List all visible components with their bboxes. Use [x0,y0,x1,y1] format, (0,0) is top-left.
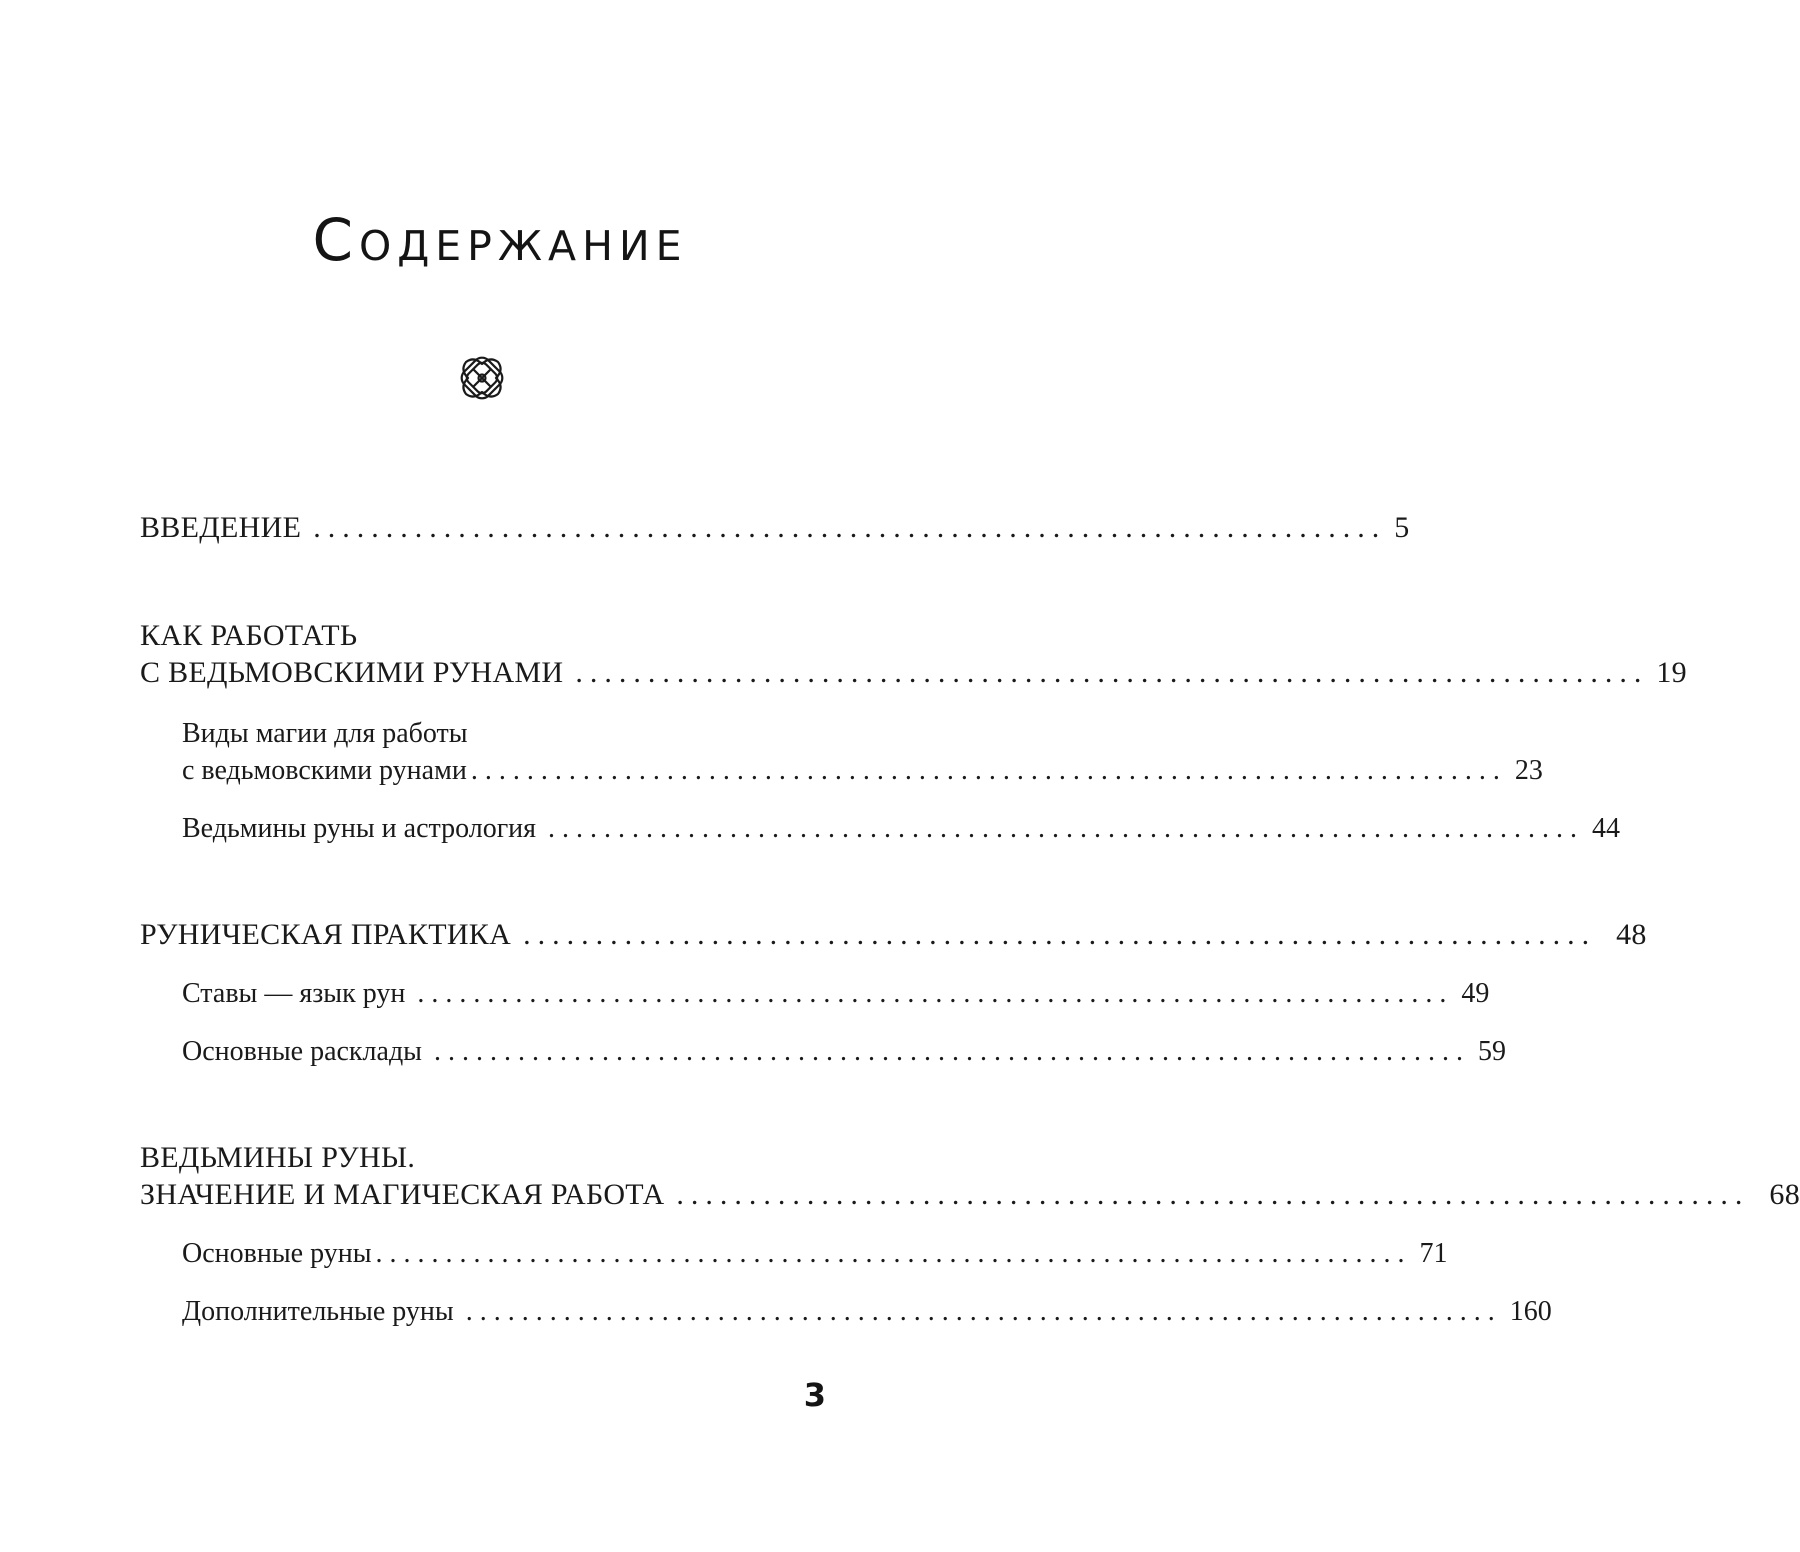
toc-page-number: 23 [1514,755,1543,786]
dot-leader: .......................................................................... [676,1178,1750,1211]
toc-entry-title: Дополнительные руны [182,1296,454,1327]
toc-entry-title: Ведьмины руны и астрология [182,813,537,844]
toc-page-number: 160 [1509,1296,1552,1327]
toc-page-number: 49 [1461,978,1490,1009]
toc-entry-title: ЗНАЧЕНИЕ И МАГИЧЕСКАЯ РАБОТА [140,1178,665,1211]
dot-leader: .......................................................................... [470,755,1507,786]
dot-leader: .......................................................................... [375,1238,1412,1269]
toc-entry-staves[interactable] [182,976,1490,1012]
toc-entry-title: с ведьмовскими рунами [182,755,467,786]
dot-leader: .......................................................................... [417,978,1454,1009]
dot-leader: .......................................................................... [575,656,1649,689]
dot-leader: .......................................................................... [548,813,1585,844]
toc-entry-line: КАК РАБОТАТЬ [140,619,358,652]
toc-entry-title: ВВЕДЕНИЕ [140,511,302,544]
toc-entry-magic-types[interactable] [182,753,1543,789]
toc-entry-title: С ВЕДЬМОВСКИМИ РУНАМИ [140,656,564,689]
toc-page-number: 68 [1769,1178,1800,1211]
toc-entry-additional-runes[interactable] [182,1294,1552,1330]
dot-leader: .......................................................................... [434,1036,1470,1067]
toc-entry-title: Основные руны [182,1238,372,1269]
toc-page-number: 19 [1656,656,1687,689]
toc-entry-line: Виды магии для работы [182,718,468,749]
dot-leader: .......................................................................... [523,918,1597,951]
toc-page-number: 44 [1592,813,1621,844]
toc-entry-how-to-work[interactable] [140,655,1687,691]
dot-leader: .......................................................................... [313,511,1387,544]
toc-entry-title: Основные расклады [182,1036,422,1067]
toc-entry-title: РУНИЧЕСКАЯ ПРАКТИКА [140,918,512,951]
dot-leader: .......................................................................... [465,1296,1502,1327]
page-number: 3 [803,1376,826,1414]
toc-entry-astrology[interactable] [182,811,1621,847]
page-title: Содержание [312,206,688,274]
celtic-knot-icon [456,352,508,404]
toc-entry-spreads[interactable] [182,1034,1506,1070]
toc-entry-line: ВЕДЬМИНЫ РУНЫ. [140,1141,416,1174]
toc-entry-meaning[interactable] [140,1177,1800,1213]
toc-page-number: 59 [1478,1036,1506,1067]
toc-page-number: 71 [1419,1238,1448,1269]
toc-page-number: 48 [1616,918,1647,951]
toc-entry-introduction[interactable] [140,510,1410,546]
toc-entry-basic-runes[interactable] [182,1236,1448,1272]
toc-page-number: 5 [1394,511,1410,544]
toc-entry-title: Ставы — язык рун [182,978,406,1009]
toc-entry-runic-practice[interactable] [140,917,1647,953]
